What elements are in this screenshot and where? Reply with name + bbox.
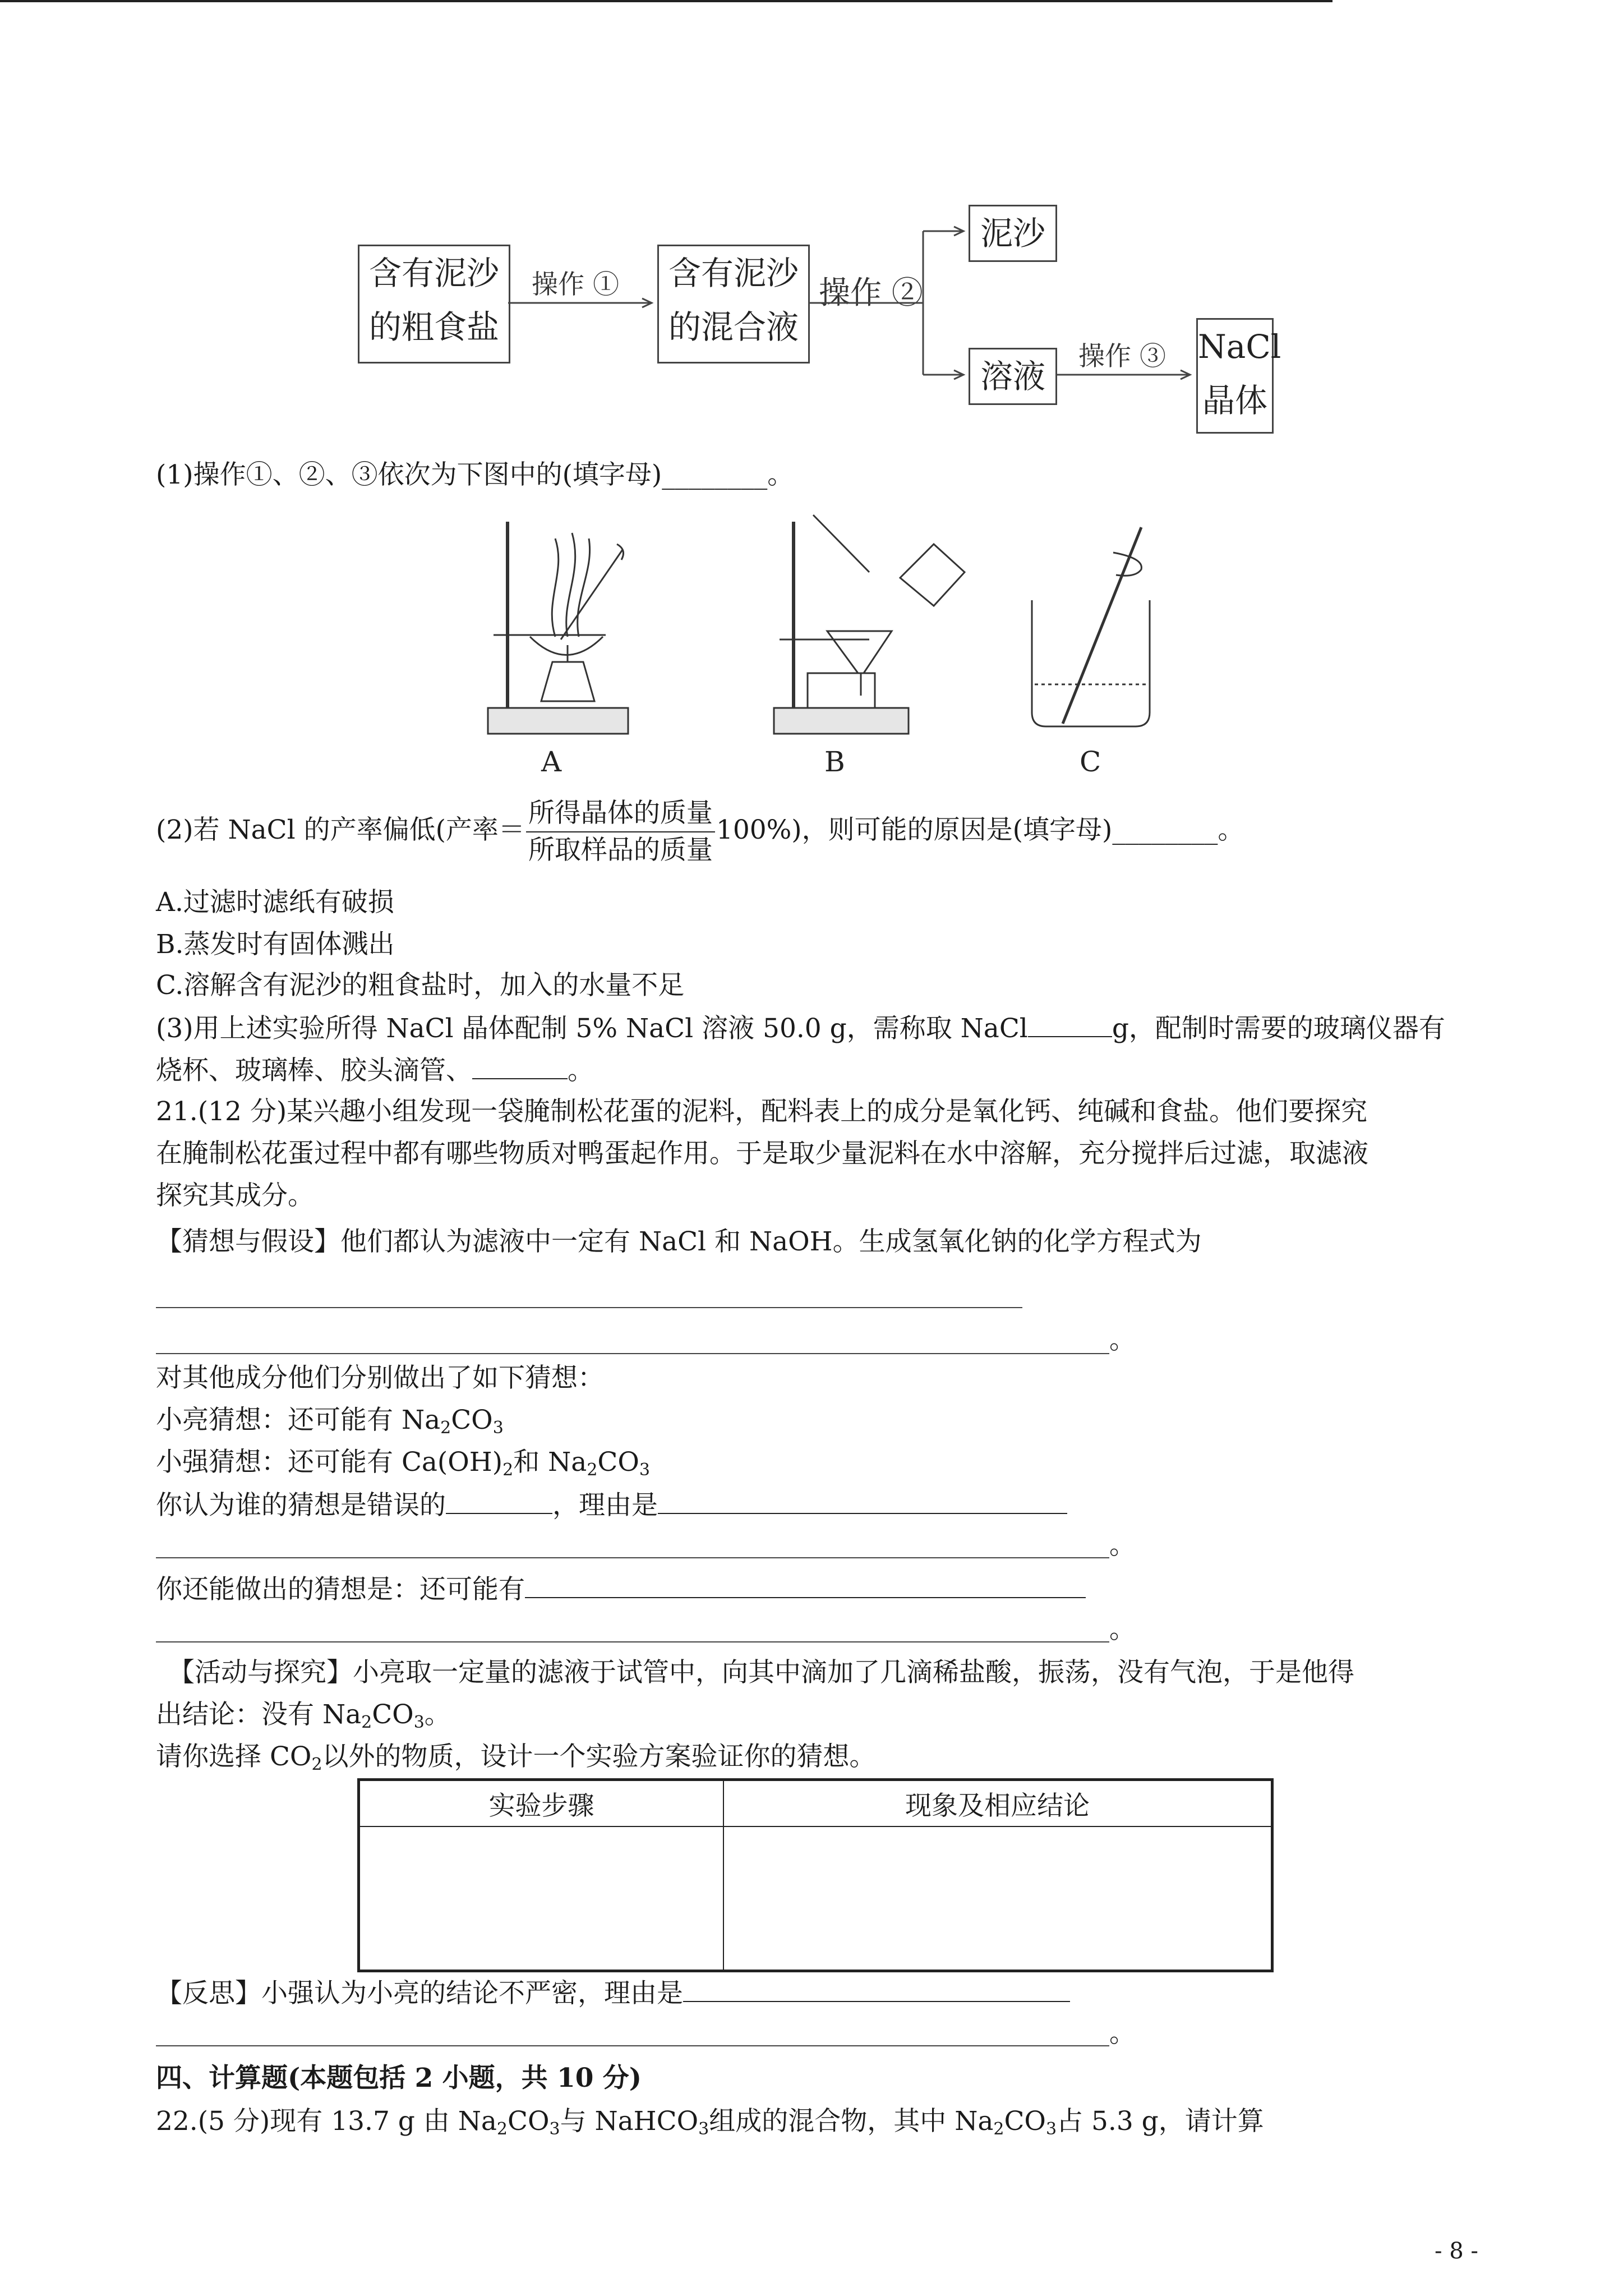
question-22	[156, 2105, 1264, 2146]
subscript: 2	[502, 1460, 514, 1480]
question-21-line3: 探究其成分。	[156, 1180, 314, 1211]
table-cell-results[interactable]	[723, 1826, 1272, 1971]
fraction-numerator: 所得晶体的质量	[526, 795, 715, 832]
table-cell-steps[interactable]	[359, 1826, 724, 1971]
q2-text-before: (2)若 NaCl 的产率偏低(产率＝	[156, 815, 525, 845]
q3-text: 烧杯、玻璃棒、胶头滴管、	[156, 1055, 472, 1086]
q2-text-after: 100%)，则可能的原因是(填字母)________。	[716, 815, 1244, 845]
subscript: 2	[496, 2119, 508, 2139]
option-a: A.过滤时滤纸有破损	[156, 887, 394, 918]
formula-part: CO	[1004, 2106, 1046, 2137]
question-21-line2: 在腌制松花蛋过程中都有哪些物质对鸭蛋起作用。于是取少量泥料在水中溶解，充分搅拌后过滤，取滤液	[156, 1138, 1368, 1169]
answer-line[interactable]	[156, 1307, 1022, 1308]
line-period: 。	[1109, 1614, 1136, 1645]
table-header-row	[359, 1780, 1272, 1827]
subscript: 3	[698, 2119, 709, 2139]
activity-line1: 【活动与探究】小亮取一定量的滤液于试管中，向其中滴加了几滴稀盐酸，振荡，没有气泡，于是他得	[168, 1657, 1354, 1688]
flow-box-line: 泥沙	[980, 214, 1045, 252]
subscript: 2	[440, 1418, 451, 1438]
answer-blank[interactable]	[472, 1053, 568, 1079]
flow-box-line: 溶液	[980, 357, 1045, 395]
flow-box-line: 含有泥沙	[668, 254, 799, 292]
q22-text: 22.(5 分)现有 13.7 g 由 Na	[156, 2106, 497, 2137]
activity-line2	[156, 1699, 451, 1739]
subscript: 3	[492, 1418, 504, 1438]
q22-text: 组成的混合物，其中 Na	[709, 2106, 994, 2137]
q3-text: g，配制时需要的玻璃仪器有	[1112, 1013, 1445, 1044]
q3-text: 。	[568, 1055, 594, 1086]
subscript: 2	[587, 1460, 598, 1480]
design-text: 以外的物质，设计一个实验方案验证你的猜想。	[322, 1741, 876, 1772]
yield-fraction	[526, 795, 715, 868]
whose-wrong-text: 你认为谁的猜想是错误的	[156, 1490, 446, 1521]
xiaoqiang-text: 和 Na	[513, 1447, 587, 1478]
answer-blank[interactable]	[658, 1488, 1067, 1514]
activity-text: 出结论：没有 Na	[156, 1699, 362, 1730]
period: 。	[424, 1699, 451, 1730]
page-number: - 8 -	[1435, 2238, 1478, 2264]
flow-box-line: NaCl	[1198, 328, 1281, 366]
question-3-line2	[156, 1053, 594, 1087]
q3-text: (3)用上述实验所得 NaCl 晶体配制 5% NaCl 溶液 50.0 g，需称取 NaCl	[156, 1013, 1028, 1044]
other-guess-intro: 对其他成分他们分别做出了如下猜想：	[156, 1363, 604, 1393]
line-period: 。	[1109, 1324, 1136, 1355]
question-1: (1)操作①、②、③依次为下图中的(填字母)________。	[156, 459, 794, 490]
flow-arrows	[0, 0, 1623, 505]
xiaoliang-guess	[156, 1404, 504, 1444]
formula-part: CO	[508, 2106, 550, 2137]
answer-line[interactable]	[156, 2045, 1109, 2046]
subscript: 3	[639, 1460, 650, 1480]
your-guess-line	[156, 1572, 1086, 1606]
question-21-line1: 21.(12 分)某兴趣小组发现一袋腌制松花蛋的泥料，配料表上的成分是氧化钙、纯碱和食盐。他们要探究	[156, 1096, 1368, 1127]
table-header-steps: 实验步骤	[359, 1780, 724, 1827]
answer-blank[interactable]	[683, 1976, 1070, 2002]
subscript: 2	[311, 1755, 322, 1774]
your-guess-text: 你还能做出的猜想是：还可能有	[156, 1574, 525, 1605]
flow-box-line: 晶体	[1202, 381, 1267, 420]
subscript: 3	[413, 1713, 425, 1732]
answer-line[interactable]	[156, 1641, 1109, 1642]
design-prompt	[156, 1741, 876, 1781]
line-period: 。	[1109, 2018, 1136, 2049]
question-3-line1	[156, 1011, 1445, 1045]
experiment-table	[357, 1778, 1274, 1972]
answer-line[interactable]	[156, 1353, 1109, 1354]
op1-label: 操作 ①	[532, 269, 619, 300]
answer-blank[interactable]	[525, 1572, 1086, 1598]
apparatus-label-b: B	[824, 746, 845, 778]
reflection-line	[156, 1976, 1070, 2010]
formula-part: CO	[451, 1405, 493, 1435]
xiaoqiang-text: 小强猜想：还可能有 Ca(OH)	[156, 1447, 503, 1478]
subscript: 2	[361, 1713, 372, 1732]
subscript: 2	[993, 2119, 1004, 2139]
apparatus-label-c: C	[1080, 746, 1101, 778]
q22-text: 占 5.3 g，请计算	[1057, 2106, 1264, 2137]
xiaoliang-text: 小亮猜想：还可能有 Na	[156, 1405, 441, 1435]
op3-label: 操作 ③	[1078, 341, 1166, 372]
flow-box-line: 含有泥沙	[368, 254, 499, 292]
section-4-heading: 四、计算题(本题包括 2 小题，共 10 分)	[156, 2063, 642, 2093]
hypothesis-heading: 【猜想与假设】他们都认为滤液中一定有 NaCl 和 NaOH。生成氢氧化钠的化学方程式为	[156, 1226, 1202, 1257]
op2-label: 操作 ②	[819, 275, 923, 311]
formula-part: CO	[372, 1699, 414, 1730]
reason-text: ，理由是	[552, 1490, 658, 1521]
apparatus-figure	[0, 505, 1623, 819]
subscript: 3	[549, 2119, 560, 2139]
table-header-results: 现象及相应结论	[723, 1780, 1272, 1827]
xiaoqiang-guess	[156, 1446, 650, 1487]
answer-blank[interactable]	[1028, 1011, 1112, 1037]
flow-box-line: 的粗食盐	[368, 308, 499, 346]
whose-wrong-line	[156, 1488, 1067, 1522]
fraction-denominator: 所取样品的质量	[528, 835, 713, 866]
q22-text: 与 NaHCO	[560, 2106, 699, 2137]
question-2	[156, 795, 1244, 868]
subscript: 3	[1045, 2119, 1057, 2139]
option-c: C.溶解含有泥沙的粗食盐时，加入的水量不足	[156, 970, 685, 1001]
line-period: 。	[1109, 1530, 1136, 1561]
reflection-text: 【反思】小强认为小亮的结论不严密，理由是	[156, 1978, 683, 2009]
table-row	[359, 1826, 1272, 1971]
option-b: B.蒸发时有固体溅出	[156, 929, 395, 960]
formula-part: CO	[597, 1447, 639, 1478]
answer-blank[interactable]	[446, 1488, 552, 1514]
design-text: 请你选择 CO	[156, 1741, 312, 1772]
flow-box-line: 的混合液	[668, 308, 799, 346]
answer-line[interactable]	[156, 1557, 1109, 1558]
apparatus-label-a: A	[541, 746, 562, 778]
